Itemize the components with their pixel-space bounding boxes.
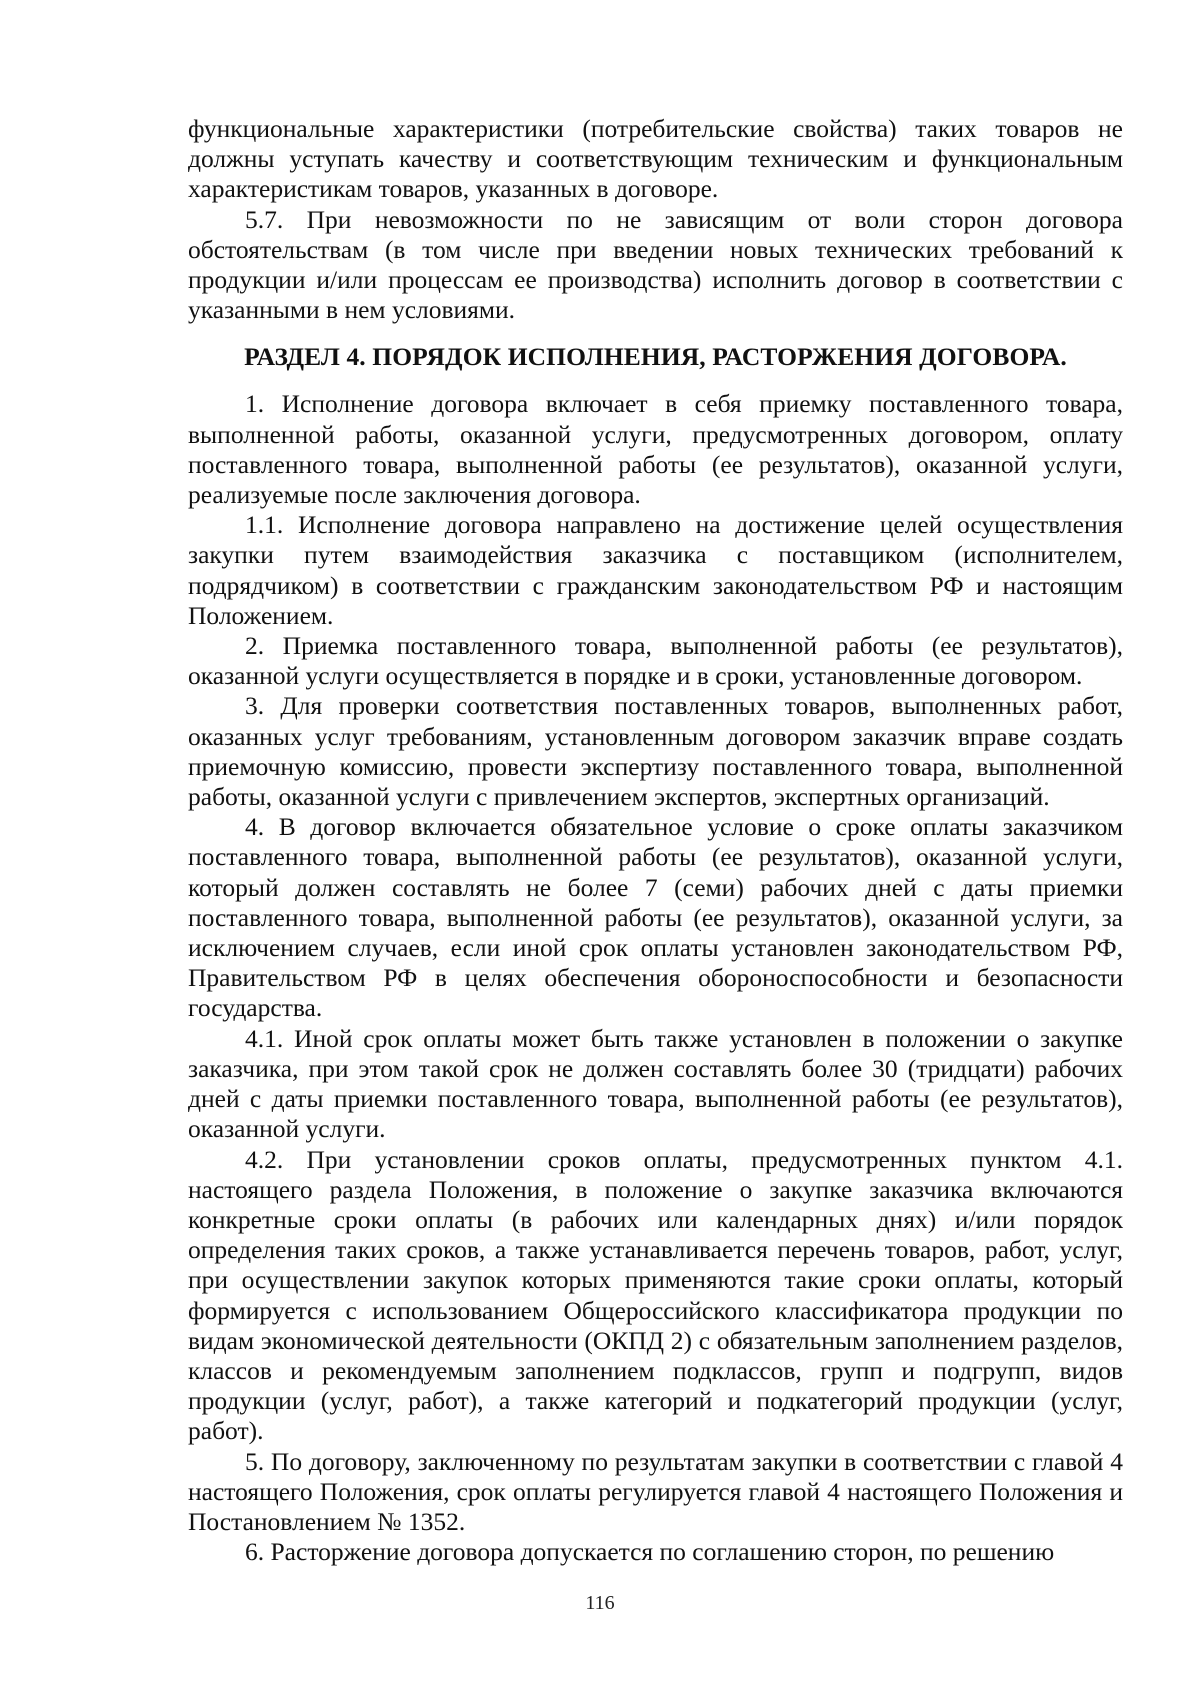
paragraph-4: 4. В договор включается обязательное условие о сроке оплаты заказчиком поставленного товара, выполненной работы (ее результатов), оказанной услуги, который должен составлять не более 7 (семи) рабочих дней с даты приемки поставленного товара, выполненной работы (ее результатов), оказанной услуги, за исключением случаев, если иной срок оплаты установлен законодательством РФ, Правительством РФ в целях обеспечения обороноспособности и безопасности государства. xyxy=(188,812,1123,1023)
paragraph-1-1: 1.1. Исполнение договора направлено на достижение целей осуществления закупки путем взаимодействия заказчика с поставщиком (исполнителем, подрядчиком) в соответствии с гражданским законодательством РФ и настоящим Положением. xyxy=(188,510,1123,630)
paragraph-3: 3. Для проверки соответствия поставленных товаров, выполненных работ, оказанных услуг требованиям, установленным договором заказчик вправе создать приемочную комиссию, провести экспертизу поставленного товара, выполненной работы, оказанной услуги с привлечением экспертов, экспертных организаций. xyxy=(188,691,1123,812)
paragraph-4-1: 4.1. Иной срок оплаты может быть также установлен в положении о закупке заказчика, при этом такой срок не должен составлять более 30 (тридцати) рабочих дней с даты приемки поставленного товара, выполненной работы (ее результатов), оказанной услуги. xyxy=(188,1023,1123,1144)
paragraph-5: 5. По договору, заключенному по результатам закупки в соответствии с главой 4 настоящего Положения, срок оплаты регулируется главой 4 настоящего Положения и Постановлением № 1352. xyxy=(188,1446,1123,1536)
paragraph-5-7: 5.7. При невозможности по не зависящим от воли сторон договора обстоятельствам (в том числе при введении новых технических требований к продукции и/или процессам ее производства) исполнить договор в соответствии с указанными в нем условиями. xyxy=(188,204,1123,325)
paragraph-6: 6. Расторжение договора допускается по соглашению сторон, по решению xyxy=(245,1537,1055,1567)
section-heading: РАЗДЕЛ 4. ПОРЯДОК ИСПОЛНЕНИЯ, РАСТОРЖЕНИЯ ДОГОВОРА. xyxy=(244,342,1067,372)
page-number: 116 xyxy=(585,1592,615,1614)
paragraph-1: 1. Исполнение договора включает в себя приемку поставленного товара, выполненной работы, оказанной услуги, предусмотренных договором, оплату поставленного товара, выполненной работы (ее результатов), оказанной услуги, реализуемые после заключения договора. xyxy=(188,389,1123,510)
paragraph-4-2: 4.2. При установлении сроков оплаты, предусмотренных пунктом 4.1. настоящего раздела Положения, в положение о закупке заказчика включаются конкретные сроки оплаты (в рабочих или календарных днях) и/или порядок определения таких сроков, а также устанавливается перечень товаров, работ, услуг, при осуществлении закупок которых применяются такие сроки оплаты, который формируется с использованием Общероссийского классификатора продукции по видам экономической деятельности (ОКПД 2) с обязательным заполнением разделов, классов и рекомендуемым заполнением подклассов, групп и подгрупп, видов продукции (услуг, работ), а также категорий и подкатегорий продукции (услуг, работ). xyxy=(188,1144,1123,1446)
paragraph-2: 2. Приемка поставленного товара, выполненной работы (ее результатов), оказанной услуги осуществляется в порядке и в сроки, установленные договором. xyxy=(188,631,1123,691)
document-page xyxy=(188,114,1123,1567)
paragraph-continuation: функциональные характеристики (потребительские свойства) таких товаров не должны уступать качеству и соответствующим техническим и функциональным характеристикам товаров, указанных в договоре. xyxy=(188,114,1123,204)
